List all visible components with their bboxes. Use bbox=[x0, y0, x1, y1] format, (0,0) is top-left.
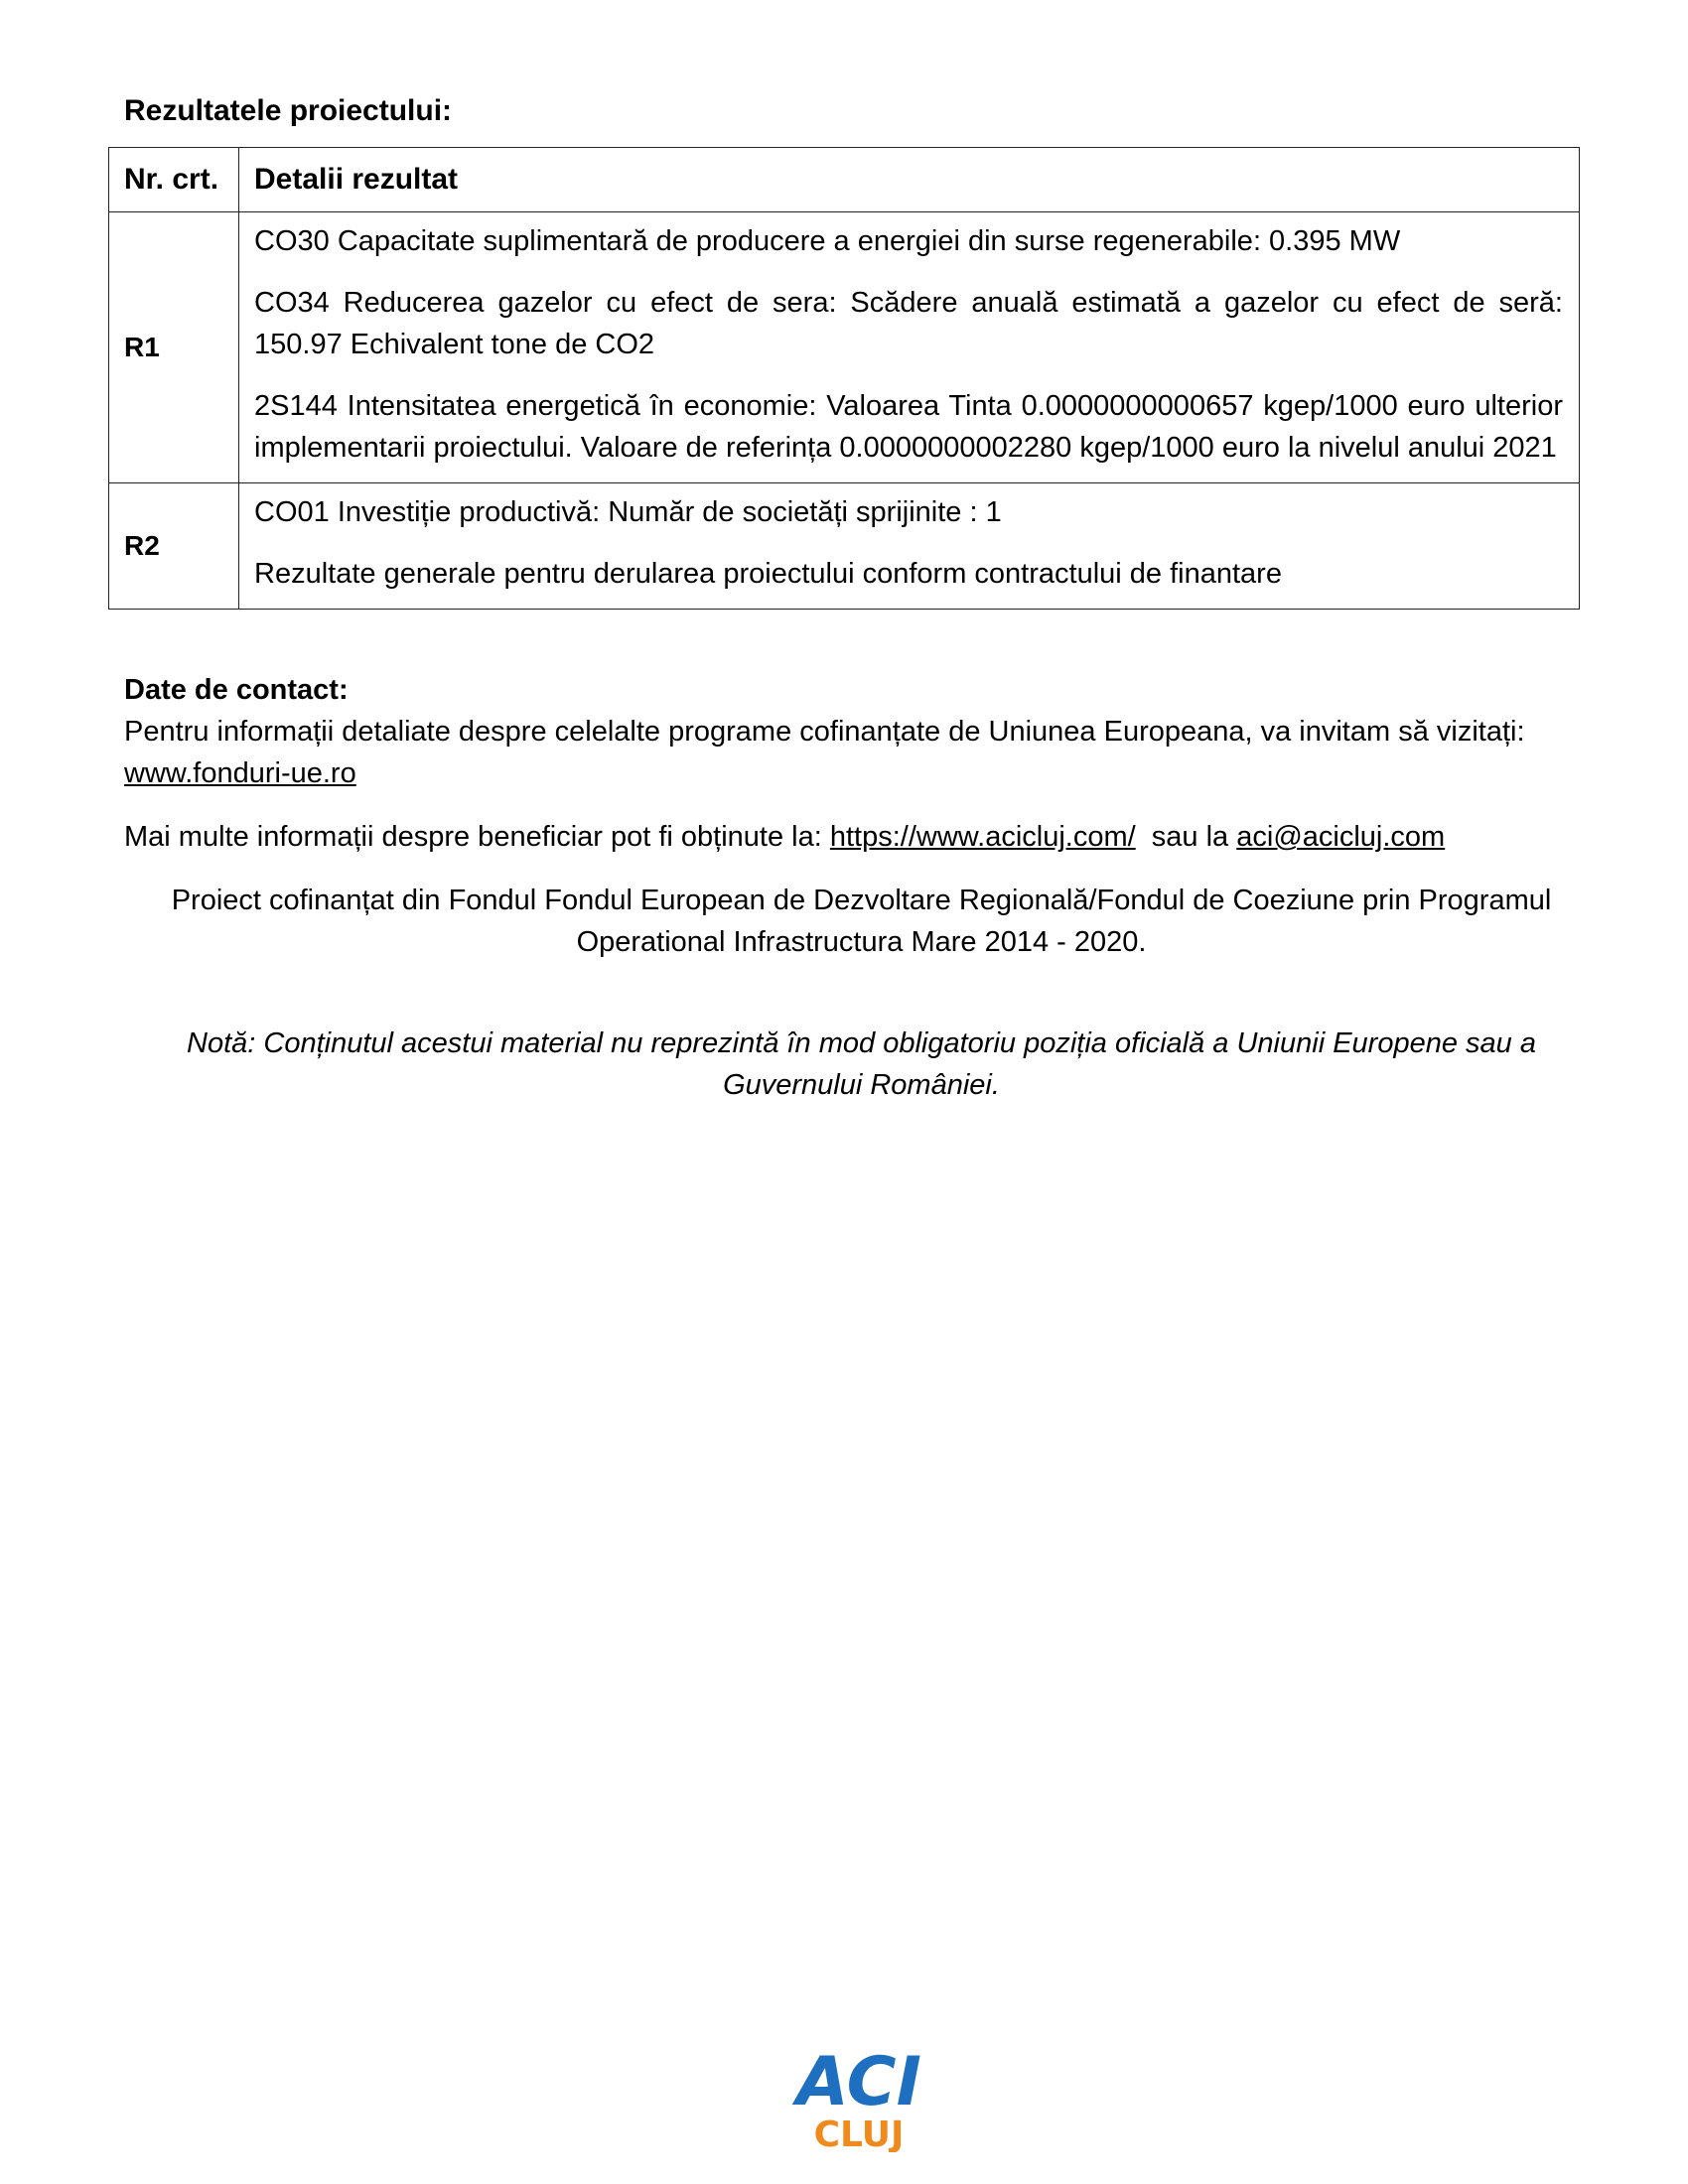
acicluj-website-link[interactable]: https://www.acicluj.com/ bbox=[829, 821, 1136, 853]
result-item: CO30 Capacitate suplimentară de producere a energiei din surse regenerabile: 0.395 MW bbox=[254, 225, 1401, 257]
contact-line-beneficiary bbox=[124, 816, 1599, 858]
table-row bbox=[109, 483, 1580, 610]
document-page bbox=[124, 91, 1599, 1135]
header-nr: Nr. crt. bbox=[109, 148, 239, 212]
contact-text: Pentru informații detaliate despre celelalte programe cofinanțate de Uniunea Europeana, va invitam să vizitați: bbox=[124, 716, 1525, 748]
contact-line-programs bbox=[124, 711, 1599, 794]
acicluj-email-link[interactable]: aci@acicluj.com bbox=[1236, 821, 1446, 853]
table-header-row bbox=[109, 148, 1580, 212]
result-item: Rezultate generale pentru derularea proiectului conform contractului de finantare bbox=[254, 558, 1282, 590]
row-number: R1 bbox=[109, 212, 239, 483]
logo-top-text: ACI bbox=[796, 2043, 921, 2121]
results-heading: Rezultatele proiectului: bbox=[124, 94, 453, 127]
contact-title: Date de contact: bbox=[124, 674, 349, 706]
row-details bbox=[239, 483, 1580, 610]
contact-text: Mai multe informații despre beneficiar pot fi obținute la: bbox=[124, 821, 830, 853]
table-row bbox=[109, 212, 1580, 483]
row-details bbox=[239, 212, 1580, 483]
disclaimer-note: Notă: Conținutul acestui material nu reprezintă în mod obligatoriu poziția oficială a Uniunii Europene sau a Guvernului României. bbox=[187, 1027, 1536, 1101]
row-number: R2 bbox=[109, 483, 239, 610]
result-item: CO01 Investiție productivă: Număr de societăți sprijinite : 1 bbox=[254, 496, 1002, 528]
result-item: CO34 Reducerea gazelor cu efect de sera: Scădere anuală estimată a gazelor cu efect de seră: 150.97 Echivalent tone de CO2 bbox=[254, 287, 1563, 360]
result-item: 2S144 Intensitatea energetică în economie: Valoarea Tinta 0.0000000000657 kgep/1000 euro ulterior implementarii proiectului. Valoare de referința 0.0000000002280 kgep/1000 euro la nivelul anului 2021 bbox=[254, 390, 1563, 464]
contact-section bbox=[124, 669, 1599, 858]
contact-text: sau la bbox=[1135, 821, 1237, 853]
fonduri-link[interactable]: www.fonduri-ue.ro bbox=[124, 757, 356, 789]
results-table bbox=[108, 147, 1580, 610]
aci-cluj-logo bbox=[784, 2043, 933, 2152]
cofinance-statement: Proiect cofinanțat din Fondul Fondul European de Dezvoltare Regională/Fondul de Coeziune prin Programul Operational Infrastructura Mare 2014 - 2020. bbox=[171, 885, 1552, 958]
header-details: Detalii rezultat bbox=[239, 148, 1580, 212]
logo-bottom-text: CLUJ bbox=[813, 2115, 905, 2152]
